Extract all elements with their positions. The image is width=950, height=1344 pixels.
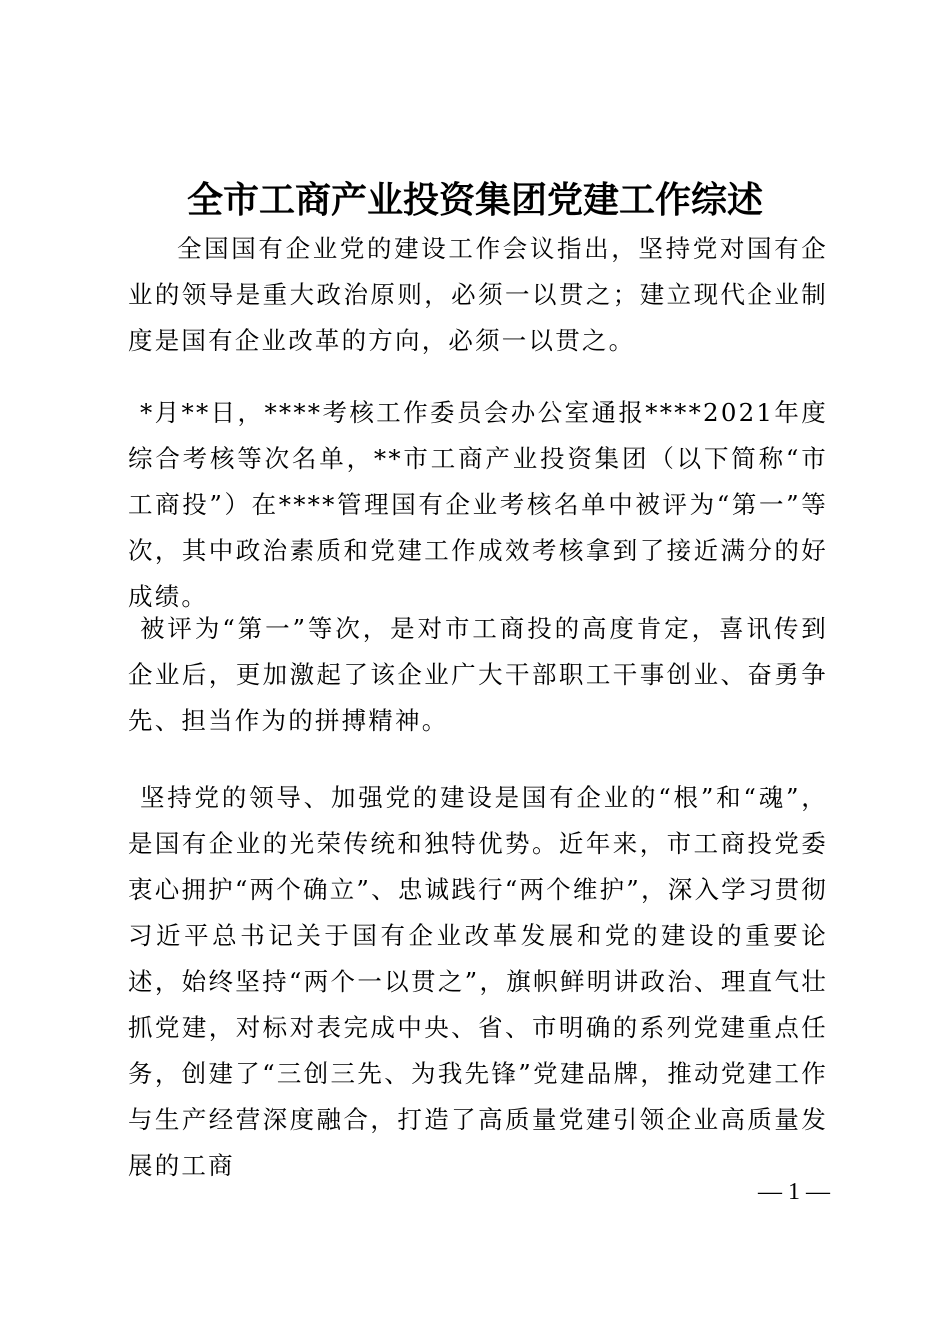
paragraph-2: *月**日，****考核工作委员会办公室通报****2021年度综合考核等次名单，**市工商产业投资集团（以下简称“市工商投”）在****管理国有企业考核名单中被评为“第一”等次，其中政治素质和党建工作成效考核拿到了接近满分的好成绩。 xyxy=(128,398,828,611)
paragraph-4: 坚持党的领导、加强党的建设是国有企业的“根”和“魂”，是国有企业的光荣传统和独特优势。近年来，市工商投党委衷心拥护“两个确立”、忠诚践行“两个维护”，深入学习贯彻习近平总书记关于国有企业改革发展和党的建设的重要论述，始终坚持“两个一以贯之”，旗帜鲜明讲政治、理直气壮抓党建，对标对表完成中央、省、市明确的系列党建重点任务，创建了“三创三先、为我先锋”党建品牌，推动党建工作与生产经营深度融合，打造了高质量党建引领企业高质量发展的工商 xyxy=(128,783,828,1180)
paragraph-3: 被评为“第一”等次，是对市工商投的高度肯定，喜讯传到企业后，更加激起了该企业广大干部职工干事创业、奋勇争先、担当作为的拼搏精神。 xyxy=(128,614,828,735)
paragraph-1: 全国国有企业党的建设工作会议指出，坚持党对国有企业的领导是重大政治原则，必须一以贯之；建立现代企业制度是国有企业改革的方向，必须一以贯之。 xyxy=(128,234,828,355)
page-number: — 1 — xyxy=(758,1179,830,1205)
document-title: 全市工商产业投资集团党建工作综述 xyxy=(186,179,763,221)
